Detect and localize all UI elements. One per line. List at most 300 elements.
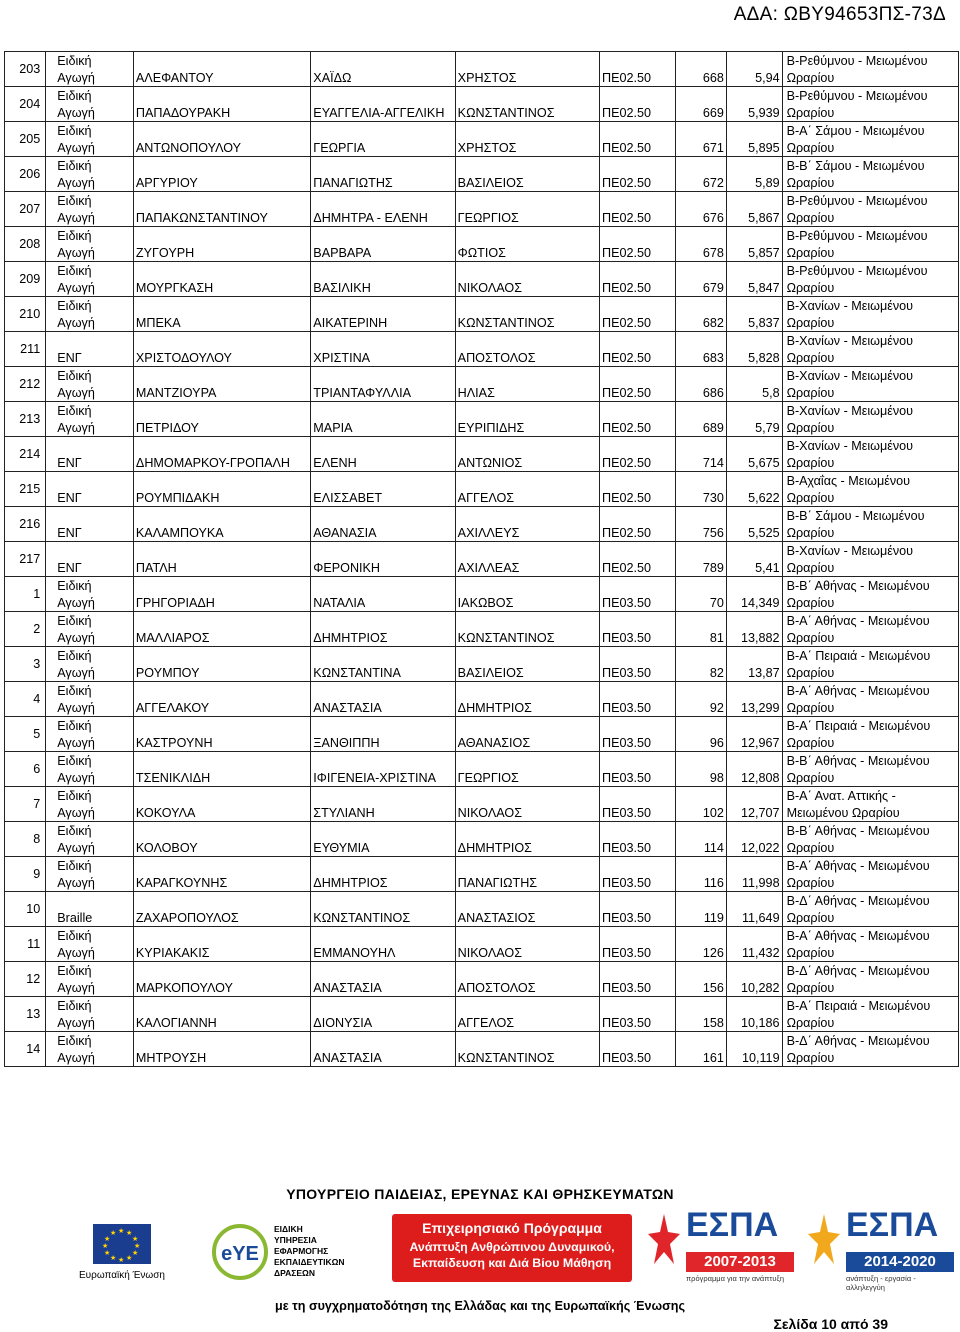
table-row bbox=[5, 367, 959, 402]
cell-row-number: 6 bbox=[5, 752, 46, 787]
cell-specialty: ΠΕ02.50 bbox=[600, 192, 676, 227]
cell-father-name: ΙΑΚΩΒΟΣ bbox=[455, 577, 599, 612]
cell-rank: 789 bbox=[676, 542, 727, 577]
cell-rank: 161 bbox=[676, 1032, 727, 1067]
cell-row-number: 205 bbox=[5, 122, 46, 157]
cell-rank: 96 bbox=[676, 717, 727, 752]
cell-score: 5,847 bbox=[726, 262, 782, 297]
cell-placement: Β-Α΄ Αθήνας - Μειωμένου Ωραρίου bbox=[782, 612, 958, 647]
cell-score: 5,41 bbox=[726, 542, 782, 577]
cell-score: 13,299 bbox=[726, 682, 782, 717]
cell-first-name: ΕΥΑΓΓΕΛΙΑ-ΑΓΓΕΛΙΚΗ bbox=[311, 87, 455, 122]
cell-specialty: ΠΕ02.50 bbox=[600, 507, 676, 542]
cell-category: Ειδική Αγωγή bbox=[46, 87, 134, 122]
cell-placement: Β-Β΄ Σάμου - Μειωμένου Ωραρίου bbox=[782, 507, 958, 542]
cell-first-name: ΞΑΝΘΙΠΠΗ bbox=[311, 717, 455, 752]
eye-caption: ΕΙΔΙΚΗ ΥΠΗΡΕΣΙΑ ΕΦΑΡΜΟΓΗΣ ΕΚΠΑΙΔΕΥΤΙΚΩΝ ΔΡΑΣΕΩΝ bbox=[274, 1224, 345, 1278]
cell-score: 5,79 bbox=[726, 402, 782, 437]
table-row bbox=[5, 997, 959, 1032]
eu-label: Ευρωπαϊκή Ένωση bbox=[79, 1270, 165, 1281]
espa-star-icon bbox=[646, 1212, 682, 1268]
cell-surname: ΠΑΠΑΚΩΝΣΤΑΝΤΙΝΟΥ bbox=[133, 192, 310, 227]
espa-2007-2013-logo: ΕΣΠΑ 2007-2013 πρόγραμμα για την ανάπτυξη bbox=[646, 1206, 798, 1292]
cell-father-name: ΠΑΝΑΓΙΩΤΗΣ bbox=[455, 857, 599, 892]
cell-row-number: 217 bbox=[5, 542, 46, 577]
cell-surname: ΜΗΤΡΟΥΣΗ bbox=[133, 1032, 310, 1067]
table-row bbox=[5, 857, 959, 892]
cell-placement: Β-Ρεθύμνου - Μειωμένου Ωραρίου bbox=[782, 52, 958, 87]
cell-father-name: ΗΛΙΑΣ bbox=[455, 367, 599, 402]
cell-category: Braille bbox=[46, 892, 134, 927]
cell-first-name: ΑΙΚΑΤΕΡΙΝΗ bbox=[311, 297, 455, 332]
cell-placement: Β-Β΄ Αθήνας - Μειωμένου Ωραρίου bbox=[782, 577, 958, 612]
cell-specialty: ΠΕ02.50 bbox=[600, 437, 676, 472]
cell-specialty: ΠΕ03.50 bbox=[600, 857, 676, 892]
cell-specialty: ΠΕ03.50 bbox=[600, 612, 676, 647]
espa-star-icon bbox=[806, 1212, 842, 1268]
table-row bbox=[5, 682, 959, 717]
cell-placement: Β-Αχαΐας - Μειωμένου Ωραρίου bbox=[782, 472, 958, 507]
table-row bbox=[5, 717, 959, 752]
table-row bbox=[5, 542, 959, 577]
cell-first-name: ΑΝΑΣΤΑΣΙΑ bbox=[311, 962, 455, 997]
cell-row-number: 12 bbox=[5, 962, 46, 997]
cell-placement: Β-Α΄ Σάμου - Μειωμένου Ωραρίου bbox=[782, 122, 958, 157]
cell-surname: ΜΠΕΚΑ bbox=[133, 297, 310, 332]
cell-rank: 119 bbox=[676, 892, 727, 927]
cell-father-name: ΔΗΜΗΤΡΙΟΣ bbox=[455, 822, 599, 857]
cell-specialty: ΠΕ03.50 bbox=[600, 1032, 676, 1067]
cell-father-name: ΚΩΝΣΤΑΝΤΙΝΟΣ bbox=[455, 297, 599, 332]
cell-row-number: 214 bbox=[5, 437, 46, 472]
cell-surname: ΜΑΡΚΟΠΟΥΛΟΥ bbox=[133, 962, 310, 997]
table-row bbox=[5, 787, 959, 822]
page-number: Σελίδα 10 από 39 bbox=[773, 1316, 888, 1332]
operational-program-banner: Επιχειρησιακό Πρόγραμμα Ανάπτυξη Ανθρώπινου Δυναμικού, Εκπαίδευση και Διά Βίου Μάθηση bbox=[392, 1214, 632, 1282]
table-row bbox=[5, 262, 959, 297]
cell-first-name: ΒΑΣΙΛΙΚΗ bbox=[311, 262, 455, 297]
cell-father-name: ΚΩΝΣΤΑΝΤΙΝΟΣ bbox=[455, 612, 599, 647]
cell-surname: ΑΝΤΩΝΟΠΟΥΛΟΥ bbox=[133, 122, 310, 157]
cell-specialty: ΠΕ03.50 bbox=[600, 997, 676, 1032]
cell-score: 5,867 bbox=[726, 192, 782, 227]
espa-2014-2020-logo: ΕΣΠΑ 2014-2020 ανάπτυξη - εργασία - αλληλεγγύη bbox=[806, 1206, 956, 1292]
cell-category: ΕΝΓ bbox=[46, 507, 134, 542]
cell-first-name: ΧΡΙΣΤΙΝΑ bbox=[311, 332, 455, 367]
cell-row-number: 215 bbox=[5, 472, 46, 507]
cell-rank: 671 bbox=[676, 122, 727, 157]
document-ada-id: ΑΔΑ: ΩΒΥ94653ΠΣ-73Δ bbox=[733, 4, 946, 25]
cell-father-name: ΝΙΚΟΛΑΟΣ bbox=[455, 787, 599, 822]
cell-rank: 676 bbox=[676, 192, 727, 227]
cell-placement: Β-Χανίων - Μειωμένου Ωραρίου bbox=[782, 542, 958, 577]
cell-rank: 156 bbox=[676, 962, 727, 997]
cell-placement: Β-Χανίων - Μειωμένου Ωραρίου bbox=[782, 367, 958, 402]
cell-specialty: ΠΕ02.50 bbox=[600, 227, 676, 262]
cell-placement: Β-Α΄ Ανατ. Αττικής - Μειωμένου Ωραρίου bbox=[782, 787, 958, 822]
cell-first-name: ΕΜΜΑΝΟΥΗΛ bbox=[311, 927, 455, 962]
table-row bbox=[5, 507, 959, 542]
cell-category: ΕΝΓ bbox=[46, 542, 134, 577]
cell-row-number: 1 bbox=[5, 577, 46, 612]
cell-rank: 669 bbox=[676, 87, 727, 122]
cell-first-name: ΜΑΡΙΑ bbox=[311, 402, 455, 437]
cell-first-name: ΚΩΝΣΤΑΝΤΙΝΑ bbox=[311, 647, 455, 682]
table-row bbox=[5, 612, 959, 647]
cell-placement: Β-Α΄ Πειραιά - Μειωμένου Ωραρίου bbox=[782, 717, 958, 752]
cell-father-name: ΝΙΚΟΛΑΟΣ bbox=[455, 927, 599, 962]
cell-first-name: ΚΩΝΣΤΑΝΤΙΝΟΣ bbox=[311, 892, 455, 927]
cell-category: Ειδική Αγωγή bbox=[46, 52, 134, 87]
table-row bbox=[5, 927, 959, 962]
table-row bbox=[5, 647, 959, 682]
cell-surname: ΑΓΓΕΛΑΚΟΥ bbox=[133, 682, 310, 717]
cell-row-number: 4 bbox=[5, 682, 46, 717]
cell-rank: 672 bbox=[676, 157, 727, 192]
cell-specialty: ΠΕ03.50 bbox=[600, 892, 676, 927]
cell-surname: ΖΑΧΑΡΟΠΟΥΛΟΣ bbox=[133, 892, 310, 927]
table-row bbox=[5, 52, 959, 87]
cell-category: Ειδική Αγωγή bbox=[46, 122, 134, 157]
cell-surname: ΚΑΛΟΓΙΑΝΝΗ bbox=[133, 997, 310, 1032]
cell-row-number: 14 bbox=[5, 1032, 46, 1067]
cell-placement: Β-Α΄ Πειραιά - Μειωμένου Ωραρίου bbox=[782, 997, 958, 1032]
cell-surname: ΚΑΣΤΡΟΥΝΗ bbox=[133, 717, 310, 752]
cell-category: Ειδική Αγωγή bbox=[46, 822, 134, 857]
cell-category: Ειδική Αγωγή bbox=[46, 1032, 134, 1067]
cell-first-name: ΝΑΤΑΛΙΑ bbox=[311, 577, 455, 612]
cell-surname: ΚΟΚΟΥΛΑ bbox=[133, 787, 310, 822]
cell-placement: Β-Β΄ Σάμου - Μειωμένου Ωραρίου bbox=[782, 157, 958, 192]
cell-row-number: 211 bbox=[5, 332, 46, 367]
cell-specialty: ΠΕ02.50 bbox=[600, 402, 676, 437]
cell-score: 5,828 bbox=[726, 332, 782, 367]
cell-father-name: ΒΑΣΙΛΕΙΟΣ bbox=[455, 647, 599, 682]
cell-placement: Β-Β΄ Αθήνας - Μειωμένου Ωραρίου bbox=[782, 822, 958, 857]
cell-placement: Β-Ρεθύμνου - Μειωμένου Ωραρίου bbox=[782, 227, 958, 262]
cell-father-name: ΑΠΟΣΤΟΛΟΣ bbox=[455, 332, 599, 367]
cell-specialty: ΠΕ03.50 bbox=[600, 752, 676, 787]
cell-father-name: ΧΡΗΣΤΟΣ bbox=[455, 52, 599, 87]
eye-logo-icon bbox=[212, 1224, 268, 1280]
table-row bbox=[5, 1032, 959, 1067]
cell-first-name: ΔΙΟΝΥΣΙΑ bbox=[311, 997, 455, 1032]
cell-father-name: ΧΡΗΣΤΟΣ bbox=[455, 122, 599, 157]
cell-surname: ΚΟΛΟΒΟΥ bbox=[133, 822, 310, 857]
cell-row-number: 5 bbox=[5, 717, 46, 752]
cell-placement: Β-Ρεθύμνου - Μειωμένου Ωραρίου bbox=[782, 87, 958, 122]
cell-row-number: 210 bbox=[5, 297, 46, 332]
cell-specialty: ΠΕ03.50 bbox=[600, 577, 676, 612]
cell-father-name: ΑΠΟΣΤΟΛΟΣ bbox=[455, 962, 599, 997]
cell-score: 14,349 bbox=[726, 577, 782, 612]
cell-score: 10,186 bbox=[726, 997, 782, 1032]
cell-row-number: 10 bbox=[5, 892, 46, 927]
cell-father-name: ΑΧΙΛΛΕΑΣ bbox=[455, 542, 599, 577]
cell-father-name: ΔΗΜΗΤΡΙΟΣ bbox=[455, 682, 599, 717]
cell-row-number: 207 bbox=[5, 192, 46, 227]
cell-surname: ΠΑΤΛΗ bbox=[133, 542, 310, 577]
cell-rank: 686 bbox=[676, 367, 727, 402]
table-row bbox=[5, 157, 959, 192]
table-row bbox=[5, 192, 959, 227]
cell-category: Ειδική Αγωγή bbox=[46, 717, 134, 752]
cell-category: Ειδική Αγωγή bbox=[46, 157, 134, 192]
cell-row-number: 8 bbox=[5, 822, 46, 857]
cell-surname: ΜΟΥΡΓΚΑΣΗ bbox=[133, 262, 310, 297]
cell-score: 5,8 bbox=[726, 367, 782, 402]
table-row bbox=[5, 577, 959, 612]
cell-placement: Β-Β΄ Αθήνας - Μειωμένου Ωραρίου bbox=[782, 752, 958, 787]
table-row bbox=[5, 332, 959, 367]
cell-placement: Β-Δ΄ Αθήνας - Μειωμένου Ωραρίου bbox=[782, 962, 958, 997]
cell-rank: 116 bbox=[676, 857, 727, 892]
cell-first-name: ΑΝΑΣΤΑΣΙΑ bbox=[311, 682, 455, 717]
table-row bbox=[5, 752, 959, 787]
cell-father-name: ΕΥΡΙΠΙΔΗΣ bbox=[455, 402, 599, 437]
cofinancing-note: με τη συγχρηματοδότηση της Ελλάδας και της Ευρωπαϊκής Ένωσης bbox=[274, 1299, 686, 1313]
cell-first-name: ΑΘΑΝΑΣΙΑ bbox=[311, 507, 455, 542]
cell-rank: 689 bbox=[676, 402, 727, 437]
cell-rank: 714 bbox=[676, 437, 727, 472]
table-row bbox=[5, 402, 959, 437]
cell-rank: 82 bbox=[676, 647, 727, 682]
svg-text:eYE: eYE bbox=[221, 1243, 259, 1265]
cell-category: Ειδική Αγωγή bbox=[46, 227, 134, 262]
cell-rank: 102 bbox=[676, 787, 727, 822]
cell-category: Ειδική Αγωγή bbox=[46, 647, 134, 682]
cell-score: 12,707 bbox=[726, 787, 782, 822]
cell-father-name: ΑΝΑΣΤΑΣΙΟΣ bbox=[455, 892, 599, 927]
cell-surname: ΠΑΠΑΔΟΥΡΑΚΗ bbox=[133, 87, 310, 122]
cell-rank: 668 bbox=[676, 52, 727, 87]
table-row bbox=[5, 822, 959, 857]
cell-first-name: ΧΑΪΔΩ bbox=[311, 52, 455, 87]
cell-category: Ειδική Αγωγή bbox=[46, 262, 134, 297]
cell-placement: Β-Χανίων - Μειωμένου Ωραρίου bbox=[782, 297, 958, 332]
cell-category: ΕΝΓ bbox=[46, 437, 134, 472]
cell-surname: ΚΥΡΙΑΚΑΚΙΣ bbox=[133, 927, 310, 962]
cell-surname: ΜΑΛΛΙΑΡΟΣ bbox=[133, 612, 310, 647]
cell-score: 5,857 bbox=[726, 227, 782, 262]
cell-father-name: ΚΩΝΣΤΑΝΤΙΝΟΣ bbox=[455, 87, 599, 122]
table-row bbox=[5, 122, 959, 157]
cell-row-number: 203 bbox=[5, 52, 46, 87]
cell-category: Ειδική Αγωγή bbox=[46, 577, 134, 612]
cell-row-number: 7 bbox=[5, 787, 46, 822]
cell-placement: Β-Δ΄ Αθήνας - Μειωμένου Ωραρίου bbox=[782, 1032, 958, 1067]
cell-score: 5,622 bbox=[726, 472, 782, 507]
cell-placement: Β-Χανίων - Μειωμένου Ωραρίου bbox=[782, 402, 958, 437]
cell-first-name: ΔΗΜΗΤΡΑ - ΕΛΕΝΗ bbox=[311, 192, 455, 227]
cell-first-name: ΠΑΝΑΓΙΩΤΗΣ bbox=[311, 157, 455, 192]
cell-row-number: 11 bbox=[5, 927, 46, 962]
cell-category: Ειδική Αγωγή bbox=[46, 927, 134, 962]
table-row bbox=[5, 227, 959, 262]
eu-flag-icon: ★ ★ ★ ★ ★ ★ ★ ★ ★ ★ ★ ★ bbox=[93, 1224, 151, 1264]
cell-rank: 682 bbox=[676, 297, 727, 332]
cell-category: Ειδική Αγωγή bbox=[46, 367, 134, 402]
cell-placement: Β-Α΄ Πειραιά - Μειωμένου Ωραρίου bbox=[782, 647, 958, 682]
cell-specialty: ΠΕ02.50 bbox=[600, 297, 676, 332]
cell-first-name: ΙΦΙΓΕΝΕΙΑ-ΧΡΙΣΤΙΝΑ bbox=[311, 752, 455, 787]
cell-placement: Β-Α΄ Αθήνας - Μειωμένου Ωραρίου bbox=[782, 682, 958, 717]
cell-surname: ΡΟΥΜΠΙΔΑΚΗ bbox=[133, 472, 310, 507]
cell-specialty: ΠΕ03.50 bbox=[600, 787, 676, 822]
cell-surname: ΜΑΝΤΖΙΟΥΡΑ bbox=[133, 367, 310, 402]
cell-first-name: ΑΝΑΣΤΑΣΙΑ bbox=[311, 1032, 455, 1067]
cell-score: 12,808 bbox=[726, 752, 782, 787]
cell-father-name: ΝΙΚΟΛΑΟΣ bbox=[455, 262, 599, 297]
cell-category: Ειδική Αγωγή bbox=[46, 752, 134, 787]
cell-rank: 98 bbox=[676, 752, 727, 787]
eye-logo bbox=[212, 1212, 382, 1292]
cell-placement: Β-Ρεθύμνου - Μειωμένου Ωραρίου bbox=[782, 192, 958, 227]
cell-score: 10,119 bbox=[726, 1032, 782, 1067]
cell-category: ΕΝΓ bbox=[46, 332, 134, 367]
cell-row-number: 204 bbox=[5, 87, 46, 122]
cell-score: 5,675 bbox=[726, 437, 782, 472]
cell-surname: ΑΡΓΥΡΙΟΥ bbox=[133, 157, 310, 192]
cell-surname: ΤΣΕΝΙΚΛΙΔΗ bbox=[133, 752, 310, 787]
cell-specialty: ΠΕ02.50 bbox=[600, 87, 676, 122]
table-row bbox=[5, 87, 959, 122]
cell-specialty: ΠΕ02.50 bbox=[600, 367, 676, 402]
cell-specialty: ΠΕ03.50 bbox=[600, 647, 676, 682]
cell-category: Ειδική Αγωγή bbox=[46, 962, 134, 997]
cell-father-name: ΒΑΣΙΛΕΙΟΣ bbox=[455, 157, 599, 192]
ministry-title: ΥΠΟΥΡΓΕΙΟ ΠΑΙΔΕΙΑΣ, ΕΡΕΥΝΑΣ ΚΑΙ ΘΡΗΣΚΕΥΜΑΤΩΝ bbox=[286, 1186, 674, 1202]
cell-surname: ΔΗΜΟΜΑΡΚΟΥ-ΓΡΟΠΑΛΗ bbox=[133, 437, 310, 472]
cell-row-number: 13 bbox=[5, 997, 46, 1032]
cell-score: 5,895 bbox=[726, 122, 782, 157]
cell-score: 5,939 bbox=[726, 87, 782, 122]
cell-surname: ΓΡΗΓΟΡΙΑΔΗ bbox=[133, 577, 310, 612]
cell-category: Ειδική Αγωγή bbox=[46, 192, 134, 227]
cell-surname: ΧΡΙΣΤΟΔΟΥΛΟΥ bbox=[133, 332, 310, 367]
cell-score: 5,837 bbox=[726, 297, 782, 332]
cell-category: Ειδική Αγωγή bbox=[46, 787, 134, 822]
cell-score: 5,89 bbox=[726, 157, 782, 192]
cell-specialty: ΠΕ03.50 bbox=[600, 682, 676, 717]
cell-father-name: ΓΕΩΡΓΙΟΣ bbox=[455, 192, 599, 227]
cell-rank: 730 bbox=[676, 472, 727, 507]
cell-score: 5,94 bbox=[726, 52, 782, 87]
cell-surname: ΡΟΥΜΠΟΥ bbox=[133, 647, 310, 682]
cell-specialty: ΠΕ02.50 bbox=[600, 262, 676, 297]
cell-placement: Β-Χανίων - Μειωμένου Ωραρίου bbox=[782, 332, 958, 367]
table-row bbox=[5, 472, 959, 507]
cell-first-name: ΕΥΘΥΜΙΑ bbox=[311, 822, 455, 857]
cell-specialty: ΠΕ02.50 bbox=[600, 157, 676, 192]
appointments-table bbox=[4, 51, 959, 1067]
cell-score: 11,649 bbox=[726, 892, 782, 927]
cell-father-name: ΑΘΑΝΑΣΙΟΣ bbox=[455, 717, 599, 752]
eu-logo bbox=[52, 1224, 192, 1304]
cell-first-name: ΔΗΜΗΤΡΙΟΣ bbox=[311, 612, 455, 647]
cell-row-number: 213 bbox=[5, 402, 46, 437]
cell-category: Ειδική Αγωγή bbox=[46, 402, 134, 437]
cell-score: 12,022 bbox=[726, 822, 782, 857]
cell-father-name: ΑΧΙΛΛΕΥΣ bbox=[455, 507, 599, 542]
cell-surname: ΚΑΡΑΓΚΟΥΝΗΣ bbox=[133, 857, 310, 892]
cell-row-number: 209 bbox=[5, 262, 46, 297]
cell-first-name: ΕΛΙΣΣΑΒΕΤ bbox=[311, 472, 455, 507]
cell-category: Ειδική Αγωγή bbox=[46, 997, 134, 1032]
cell-rank: 683 bbox=[676, 332, 727, 367]
cell-rank: 114 bbox=[676, 822, 727, 857]
cell-father-name: ΑΝΤΩΝΙΟΣ bbox=[455, 437, 599, 472]
cell-specialty: ΠΕ03.50 bbox=[600, 822, 676, 857]
cell-category: Ειδική Αγωγή bbox=[46, 682, 134, 717]
cell-category: Ειδική Αγωγή bbox=[46, 612, 134, 647]
cell-category: ΕΝΓ bbox=[46, 472, 134, 507]
cell-rank: 81 bbox=[676, 612, 727, 647]
cell-row-number: 208 bbox=[5, 227, 46, 262]
cell-placement: Β-Χανίων - Μειωμένου Ωραρίου bbox=[782, 437, 958, 472]
cell-specialty: ΠΕ03.50 bbox=[600, 717, 676, 752]
cell-row-number: 3 bbox=[5, 647, 46, 682]
cell-first-name: ΒΑΡΒΑΡΑ bbox=[311, 227, 455, 262]
cell-surname: ΑΛΕΦΑΝΤΟΥ bbox=[133, 52, 310, 87]
cell-rank: 679 bbox=[676, 262, 727, 297]
table-row bbox=[5, 437, 959, 472]
cell-specialty: ΠΕ02.50 bbox=[600, 332, 676, 367]
cell-rank: 678 bbox=[676, 227, 727, 262]
cell-row-number: 212 bbox=[5, 367, 46, 402]
cell-father-name: ΑΓΓΕΛΟΣ bbox=[455, 997, 599, 1032]
cell-score: 11,998 bbox=[726, 857, 782, 892]
cell-score: 13,882 bbox=[726, 612, 782, 647]
table-row bbox=[5, 297, 959, 332]
cell-specialty: ΠΕ02.50 bbox=[600, 472, 676, 507]
cell-rank: 92 bbox=[676, 682, 727, 717]
cell-specialty: ΠΕ02.50 bbox=[600, 52, 676, 87]
table-row bbox=[5, 962, 959, 997]
cell-category: Ειδική Αγωγή bbox=[46, 857, 134, 892]
cell-row-number: 216 bbox=[5, 507, 46, 542]
cell-first-name: ΦΕΡΟΝΙΚΗ bbox=[311, 542, 455, 577]
cell-first-name: ΓΕΩΡΓΙΑ bbox=[311, 122, 455, 157]
cell-placement: Β-Α΄ Αθήνας - Μειωμένου Ωραρίου bbox=[782, 927, 958, 962]
cell-placement: Β-Α΄ Αθήνας - Μειωμένου Ωραρίου bbox=[782, 857, 958, 892]
cell-first-name: ΔΗΜΗΤΡΙΟΣ bbox=[311, 857, 455, 892]
cell-row-number: 2 bbox=[5, 612, 46, 647]
cell-rank: 756 bbox=[676, 507, 727, 542]
table-row bbox=[5, 892, 959, 927]
cell-rank: 70 bbox=[676, 577, 727, 612]
cell-category: Ειδική Αγωγή bbox=[46, 297, 134, 332]
cell-score: 12,967 bbox=[726, 717, 782, 752]
cell-surname: ΠΕΤΡΙΔΟΥ bbox=[133, 402, 310, 437]
cell-first-name: ΣΤΥΛΙΑΝΗ bbox=[311, 787, 455, 822]
cell-specialty: ΠΕ03.50 bbox=[600, 927, 676, 962]
cell-placement: Β-Ρεθύμνου - Μειωμένου Ωραρίου bbox=[782, 262, 958, 297]
cell-score: 10,282 bbox=[726, 962, 782, 997]
cell-score: 13,87 bbox=[726, 647, 782, 682]
cell-row-number: 206 bbox=[5, 157, 46, 192]
cell-father-name: ΦΩΤΙΟΣ bbox=[455, 227, 599, 262]
cell-rank: 158 bbox=[676, 997, 727, 1032]
cell-placement: Β-Δ΄ Αθήνας - Μειωμένου Ωραρίου bbox=[782, 892, 958, 927]
cell-score: 11,432 bbox=[726, 927, 782, 962]
cell-specialty: ΠΕ03.50 bbox=[600, 962, 676, 997]
cell-score: 5,525 bbox=[726, 507, 782, 542]
cell-specialty: ΠΕ02.50 bbox=[600, 542, 676, 577]
cell-surname: ΖΥΓΟΥΡΗ bbox=[133, 227, 310, 262]
cell-father-name: ΑΓΓΕΛΟΣ bbox=[455, 472, 599, 507]
cell-rank: 126 bbox=[676, 927, 727, 962]
